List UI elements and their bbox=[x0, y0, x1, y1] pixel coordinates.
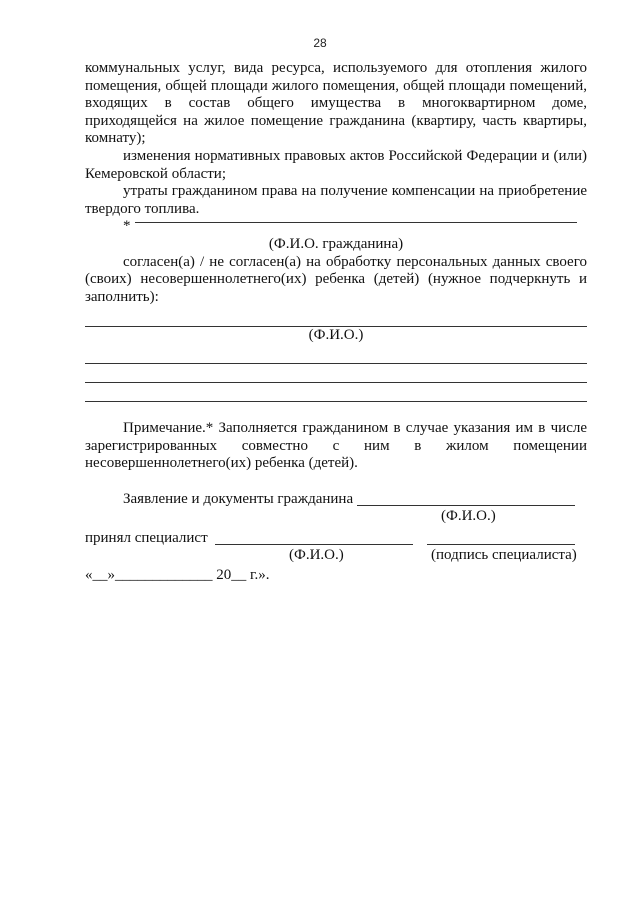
caption-fio: (Ф.И.О.) bbox=[308, 327, 364, 344]
paragraph-utility-services: коммунальных услуг, вида ресурса, используемого для отопления жилого помещения, общей площади жилого помещения, общей площади помещений, входящих в состав общего имущества в многоквартирном доме, приходящейся на жилое помещение гражданина (квартиру, часть квартиры, комнату); bbox=[85, 60, 587, 147]
page-number: 28 bbox=[313, 36, 327, 50]
caption-fio-specialist: (Ф.И.О.) bbox=[289, 547, 344, 564]
citizen-name-line[interactable] bbox=[135, 222, 577, 223]
paragraph-loss-of-right: утраты гражданином права на получение компенсации на приобретение твердого топлива. bbox=[85, 183, 587, 217]
child-name-line-1[interactable] bbox=[85, 310, 587, 327]
child-name-line-2[interactable] bbox=[85, 347, 587, 364]
document-body bbox=[85, 60, 587, 585]
application-fio-line[interactable] bbox=[357, 505, 575, 506]
label-application: Заявление и документы гражданина bbox=[123, 490, 354, 507]
date-line[interactable]: «__»_____________ 20__ г.». bbox=[85, 567, 270, 584]
application-row bbox=[85, 491, 587, 509]
specialist-fio-line[interactable] bbox=[215, 544, 413, 545]
caption-signature-specialist: (подпись специалиста) bbox=[431, 547, 577, 564]
asterisk-mark: * bbox=[123, 218, 131, 235]
specialist-row bbox=[85, 530, 587, 548]
date-row bbox=[85, 567, 587, 585]
paragraph-law-changes: изменения нормативных правовых актов Российской Федерации и (или) Кемеровской области; bbox=[85, 147, 587, 182]
citizen-name-row bbox=[85, 218, 587, 236]
child-name-line-4[interactable] bbox=[85, 385, 587, 402]
application-caption-row bbox=[85, 508, 587, 526]
paragraph-consent: согласен(а) / не согласен(а) на обработку персональных данных своего (своих) несовершеннолетнего(их) ребенка (детей) (нужное подчеркнуть и заполнить): bbox=[85, 253, 587, 305]
caption-fio-application: (Ф.И.О.) bbox=[441, 508, 496, 525]
paragraph-note: Примечание.* Заполняется гражданином в случае указания им в числе зарегистрированных совместно с ним в жилом помещении несовершеннолетнего(их) ребенка (детей). bbox=[85, 419, 587, 472]
caption-fio-citizen: (Ф.И.О. гражданина) bbox=[268, 235, 404, 252]
child-name-line-3[interactable] bbox=[85, 366, 587, 383]
label-accepted-specialist: принял специалист bbox=[85, 529, 208, 546]
specialist-caption-row bbox=[85, 547, 587, 565]
specialist-signature-line[interactable] bbox=[427, 544, 575, 545]
